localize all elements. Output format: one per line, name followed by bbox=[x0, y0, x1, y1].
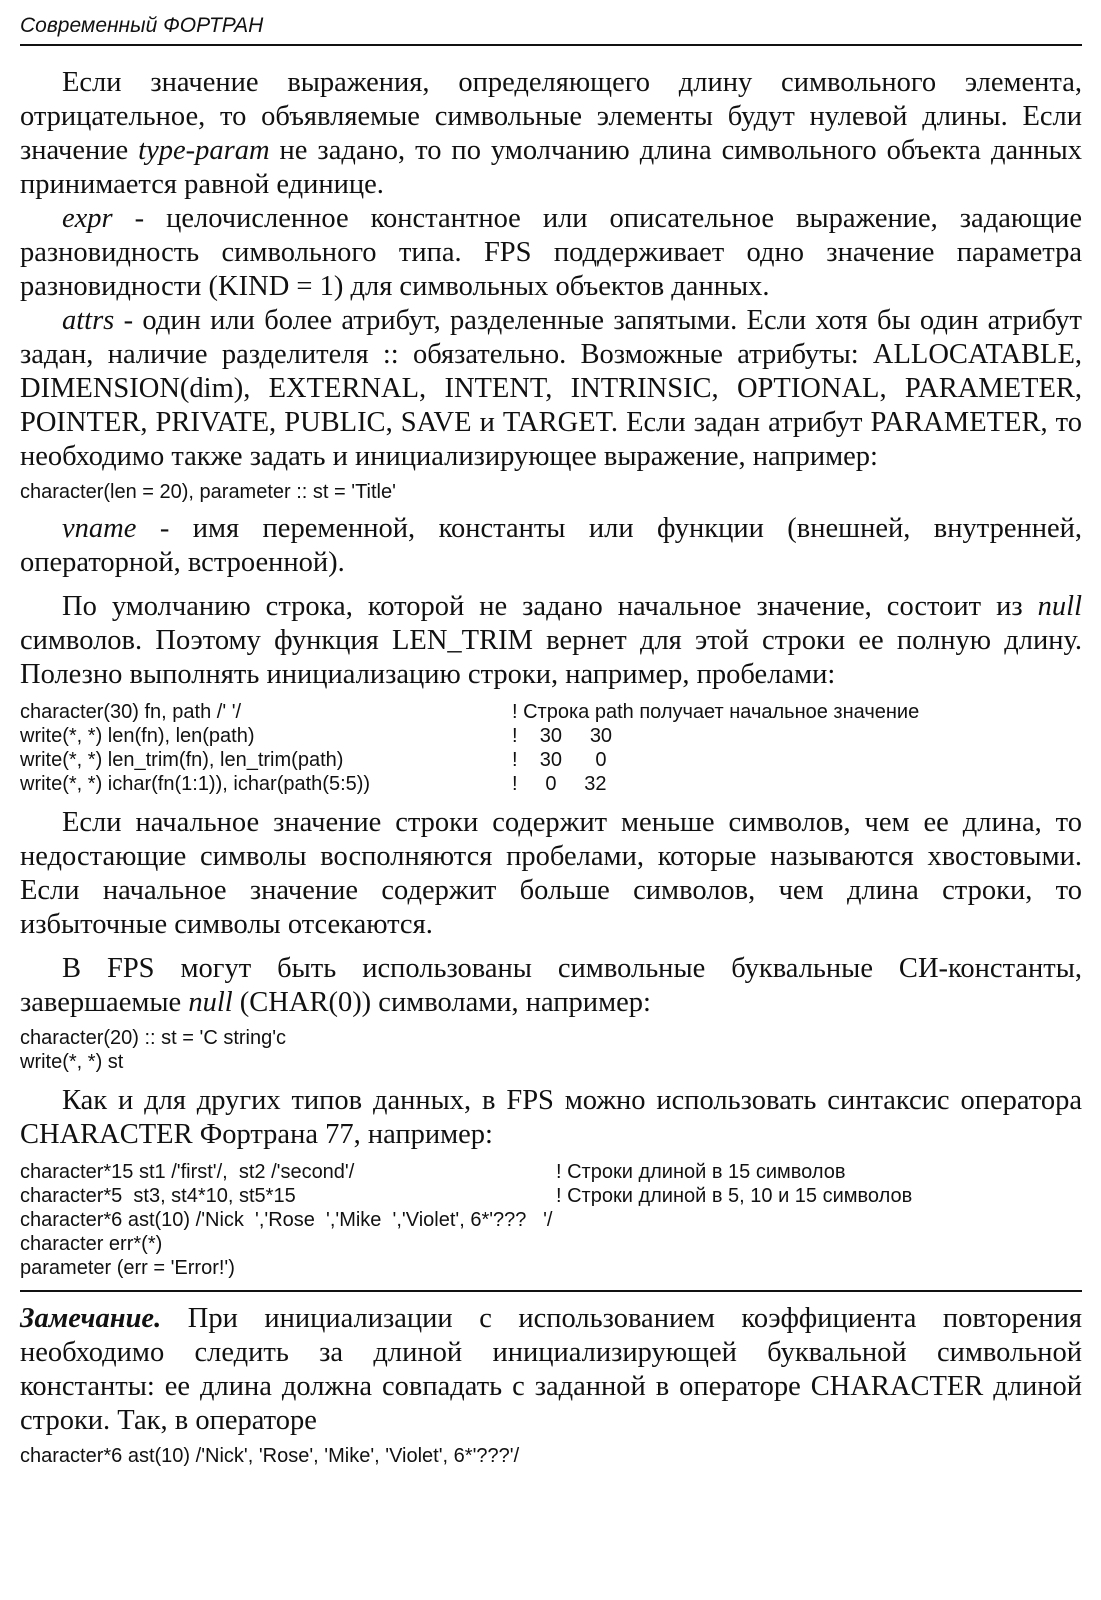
code-line: character*15 st1 /'first'/, st2 /'second'/ bbox=[20, 1161, 355, 1183]
code-fortran77-example bbox=[20, 1160, 1082, 1208]
code-note-example: character*6 ast(10) /'Nick', 'Rose', 'Mike', 'Violet', 6*'???'/ bbox=[20, 1445, 520, 1467]
code-line: character(30) fn, path /' '/ bbox=[20, 701, 242, 723]
paragraph-length: Если значение выражения, определяющего длину символьного элемента, отрицательное, то объявляемые символьные элементы будут нулевой длины. Если значение type-param не задано, то по умолчанию длина символьного объекта данных принимается равной единице. bbox=[20, 67, 1082, 200]
code-comment: ! Строки длиной в 15 символов bbox=[556, 1161, 846, 1183]
code-comment: ! 30 0 bbox=[512, 749, 607, 771]
note-paragraph: Замечание. При инициализации с использованием коэффициента повторения необходимо следить за длиной инициализирующей буквальной символьной константы: ее длина должна совпадать с заданной в операторе CHARACTER длиной строки. Так, в операторе bbox=[20, 1303, 1082, 1436]
paragraph-expr: expr - целочисленное константное или описательное выражение, задающие разновидность символьного типа. FPS поддерживает одно значение параметра разновидности (KIND = 1) для символьных объектов данных. bbox=[20, 203, 1082, 302]
paragraph-trailing-blanks: Если начальное значение строки содержит меньше символов, чем ее длина, то недостающие символы восполняются пробелами, которые называются хвостовыми. Если начальное значение содержит больше символов, чем длина строки, то избыточные символы отсекаются. bbox=[20, 807, 1082, 940]
code-parameter-example: character(len = 20), parameter :: st = 'Title' bbox=[20, 481, 396, 503]
code-comment: ! Строки длиной в 5, 10 и 15 символов bbox=[556, 1185, 913, 1207]
code-fortran77-continued: character*6 ast(10) /'Nick ','Rose ','Mike ','Violet', 6*'??? '/ character err*(*) parameter (err = 'Error!') bbox=[20, 1209, 553, 1279]
code-c-string-example: character(20) :: st = 'C string'c write(*, *) st bbox=[20, 1027, 287, 1073]
book-page bbox=[20, 0, 1082, 1476]
paragraph-vname: vname - имя переменной, константы или функции (внешней, внутренней, операторной, встроенной). bbox=[20, 513, 1082, 578]
code-comment: ! 30 30 bbox=[512, 725, 613, 747]
running-header: Современный ФОРТРАН bbox=[20, 14, 1082, 46]
code-comment: ! 0 32 bbox=[512, 773, 607, 795]
code-line: write(*, *) len_trim(fn), len_trim(path) bbox=[20, 749, 344, 771]
paragraph-attrs: attrs - один или более атрибут, разделенные запятыми. Если хотя бы один атрибут задан, наличие разделителя :: обязательно. Возможные атрибуты: ALLOCATABLE, DIMENSION(dim), EXTERNAL, INTENT, INTRINSIC, OPTIONAL, PARAMETER, POINTER, PRIVATE, PUBLIC, SAVE и TARGET. Если задан атрибут PARAMETER, то необходимо также задать и инициализирующее выражение, например: bbox=[20, 305, 1082, 472]
code-line: write(*, *) ichar(fn(1:1)), ichar(path(5:5)) bbox=[20, 773, 371, 795]
paragraph-c-strings: В FPS могут быть использованы символьные буквальные СИ-константы, завершаемые null (CHAR(0)) символами, например: bbox=[20, 953, 1082, 1018]
paragraph-default-init: По умолчанию строка, которой не задано начальное значение, состоит из null символов. Поэтому функция LEN_TRIM вернет для этой строки ее полную длину. Полезно выполнять инициализацию строки, например, пробелами: bbox=[20, 591, 1082, 690]
paragraph-fortran77: Как и для других типов данных, в FPS можно использовать синтаксис оператора CHARACTER Фортрана 77, например: bbox=[20, 1085, 1082, 1150]
code-line: character*5 st3, st4*10, st5*15 bbox=[20, 1185, 296, 1207]
note-divider bbox=[20, 1290, 1082, 1292]
code-line: write(*, *) len(fn), len(path) bbox=[20, 725, 255, 747]
code-len-trim-example bbox=[20, 700, 1082, 796]
code-comment: ! Строка path получает начальное значение bbox=[512, 701, 920, 723]
